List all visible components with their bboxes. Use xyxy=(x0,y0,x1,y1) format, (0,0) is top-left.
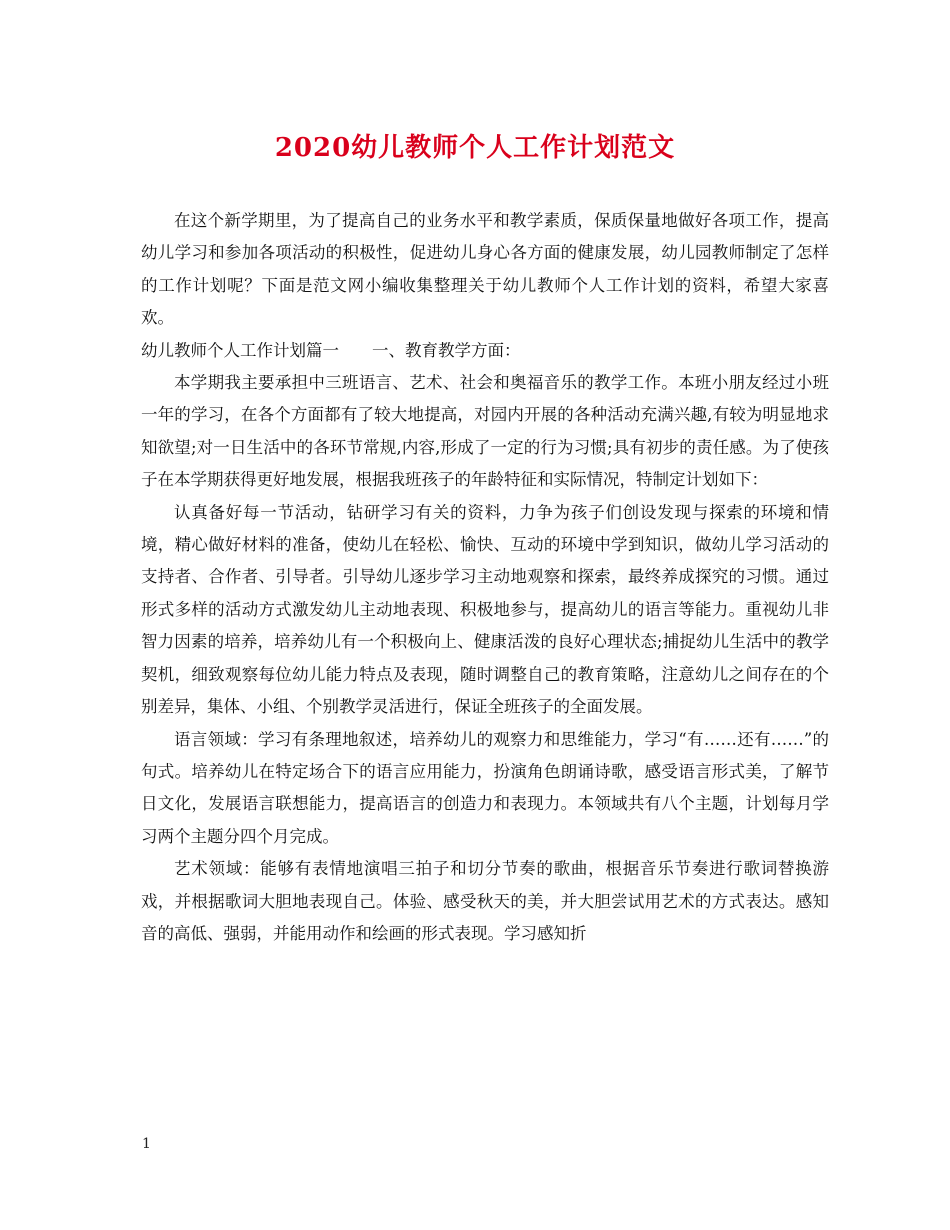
intro-paragraph: 在这个新学期里，为了提高自己的业务水平和教学素质，保质保量地做好各项工作，提高幼儿学习和参加各项活动的积极性，促进幼儿身心各方面的健康发展，幼儿园教师制定了怎样的工作计划呢？下面是范文网小编收集整理关于幼儿教师个人工作计划的资料，希望大家喜欢。 xyxy=(141,211,829,328)
document-title: 2020幼儿教师个人工作计划范文 xyxy=(274,133,676,163)
language-domain-paragraph: 语言领域：学习有条理地叙述，培养幼儿的观察力和思维能力，学习“有……还有……”的句式。培养幼儿在特定场合下的语言应用能力，扮演角色朗诵诗歌，感受语言形式美，了解节日文化，发展语言联想能力，提高语言的创造力和表现力。本领域共有八个主题，计划每月学习两个主题分四个月完成。 xyxy=(141,729,829,846)
page-number: 1 xyxy=(142,1136,151,1152)
art-domain-paragraph: 艺术领域：能够有表情地演唱三拍子和切分节奏的歌曲，根据音乐节奏进行歌词替换游戏，并根据歌词大胆地表现自己。体验、感受秋天的美，并大胆尝试用艺术的方式表达。感知音的高低、强弱，并能用动作和绘画的形式表现。学习感知折 xyxy=(141,859,829,943)
section-heading: 幼儿教师个人工作计划篇一 一、教育教学方面： xyxy=(141,340,521,360)
body-paragraph: 本学期我主要承担中三班语言、艺术、社会和奥福音乐的教学工作。本班小朋友经过小班一年的学习，在各个方面都有了较大地提高，对园内开展的各种活动充满兴趣,有较为明显地求知欲望;对一日生活中的各环节常规,内容,形成了一定的行为习惯;具有初步的责任感。为了使孩子在本学期获得更好地发展，根据我班孩子的年龄特征和实际情况，特制定计划如下： xyxy=(141,373,829,490)
body-paragraph: 认真备好每一节活动，钻研学习有关的资料，力争为孩子们创设发现与探索的环境和情境，精心做好材料的准备，使幼儿在轻松、愉快、互动的环境中学到知识，做幼儿学习活动的支持者、合作者、引导者。引导幼儿逐步学习主动地观察和探索，最终养成探究的习惯。通过形式多样的活动方式激发幼儿主动地表现、积极地参与，提高幼儿的语言等能力。重视幼儿非智力因素的培养，培养幼儿有一个积极向上、健康活泼的良好心理状态;捕捉幼儿生活中的教学契机，细致观察每位幼儿能力特点及表现，随时调整自己的教育策略，注意幼儿之间存在的个别差异，集体、小组、个别教学灵活进行，保证全班孩子的全面发展。 xyxy=(141,502,829,717)
document-body xyxy=(141,205,829,950)
